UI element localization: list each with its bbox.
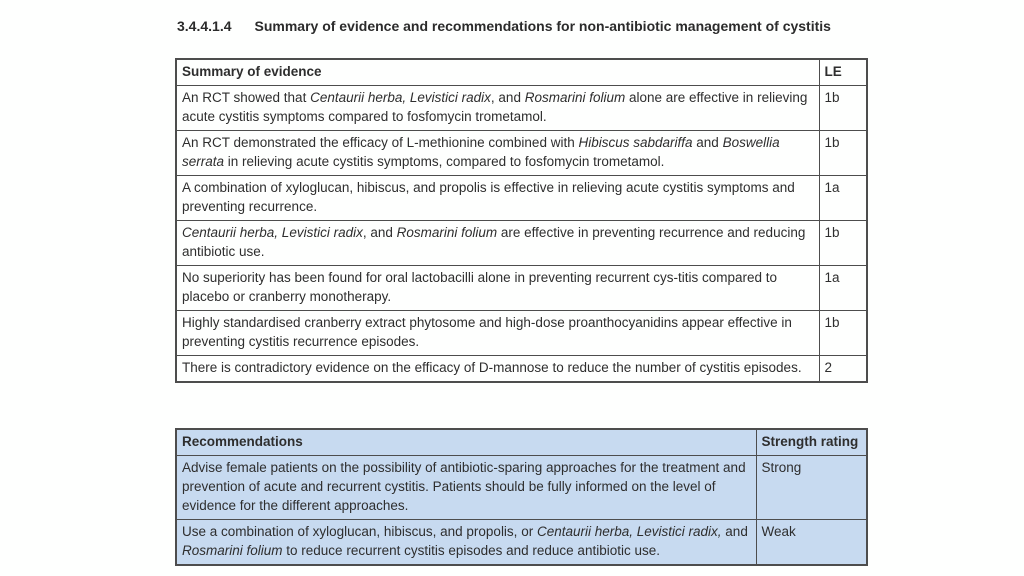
recommendation-rating: Weak: [756, 520, 867, 566]
table-row: [176, 456, 867, 520]
table-row: [176, 520, 867, 566]
table-row: [176, 86, 867, 131]
evidence-text: A combination of xyloglucan, hibiscus, and propolis is effective in relieving acute cystitis symptoms and preventing recurrence.: [176, 176, 819, 221]
evidence-le-value: 1a: [819, 266, 867, 311]
evidence-text: Centaurii herba, Levistici radix, and Rosmarini folium are effective in preventing recurrence and reducing antibiotic use.: [176, 221, 819, 266]
evidence-le-value: 2: [819, 356, 867, 383]
recommendation-text: Advise female patients on the possibility of antibiotic-sparing approaches for the treatment and prevention of acute and recurrent cystitis. Patients should be fully informed on the level of evidence for the different approaches.: [176, 456, 756, 520]
recommendations-header-row: [176, 429, 867, 456]
table-row: [176, 131, 867, 176]
table-row: [176, 266, 867, 311]
evidence-header-le: LE: [819, 59, 867, 86]
recommendation-text: Use a combination of xyloglucan, hibiscus, and propolis, or Centaurii herba, Levistici radix, and Rosmarini folium to reduce recurrent cystitis episodes and reduce antibiotic use.: [176, 520, 756, 566]
recommendations-table: [175, 428, 868, 566]
evidence-text: No superiority has been found for oral lactobacilli alone in preventing recurrent cys-titis compared to placebo or cranberry monotherapy.: [176, 266, 819, 311]
recommendations-header-strength: Strength rating: [756, 429, 867, 456]
table-row: [176, 356, 867, 383]
evidence-table: [175, 58, 868, 383]
evidence-le-value: 1b: [819, 131, 867, 176]
evidence-header-summary: Summary of evidence: [176, 59, 819, 86]
page-title: [177, 18, 831, 34]
section-title-text: Summary of evidence and recommendations for non-antibiotic management of cystitis: [254, 18, 831, 34]
recommendation-rating: Strong: [756, 456, 867, 520]
evidence-le-value: 1b: [819, 311, 867, 356]
table-row: [176, 221, 867, 266]
evidence-le-value: 1b: [819, 86, 867, 131]
evidence-text: An RCT showed that Centaurii herba, Levistici radix, and Rosmarini folium alone are effective in relieving acute cystitis symptoms compared to fosfomycin trometamol.: [176, 86, 819, 131]
table-row: [176, 311, 867, 356]
evidence-text: There is contradictory evidence on the efficacy of D-mannose to reduce the number of cystitis episodes.: [176, 356, 819, 383]
section-number: 3.4.4.1.4: [177, 18, 232, 34]
evidence-text: Highly standardised cranberry extract phytosome and high-dose proanthocyanidins appear effective in preventing cystitis recurrence episodes.: [176, 311, 819, 356]
recommendations-header-label: Recommendations: [176, 429, 756, 456]
evidence-header-row: [176, 59, 867, 86]
evidence-text: An RCT demonstrated the efficacy of L-methionine combined with Hibiscus sabdariffa and Boswellia serrata in relieving acute cystitis symptoms, compared to fosfomycin trometamol.: [176, 131, 819, 176]
evidence-le-value: 1a: [819, 176, 867, 221]
evidence-le-value: 1b: [819, 221, 867, 266]
table-row: [176, 176, 867, 221]
